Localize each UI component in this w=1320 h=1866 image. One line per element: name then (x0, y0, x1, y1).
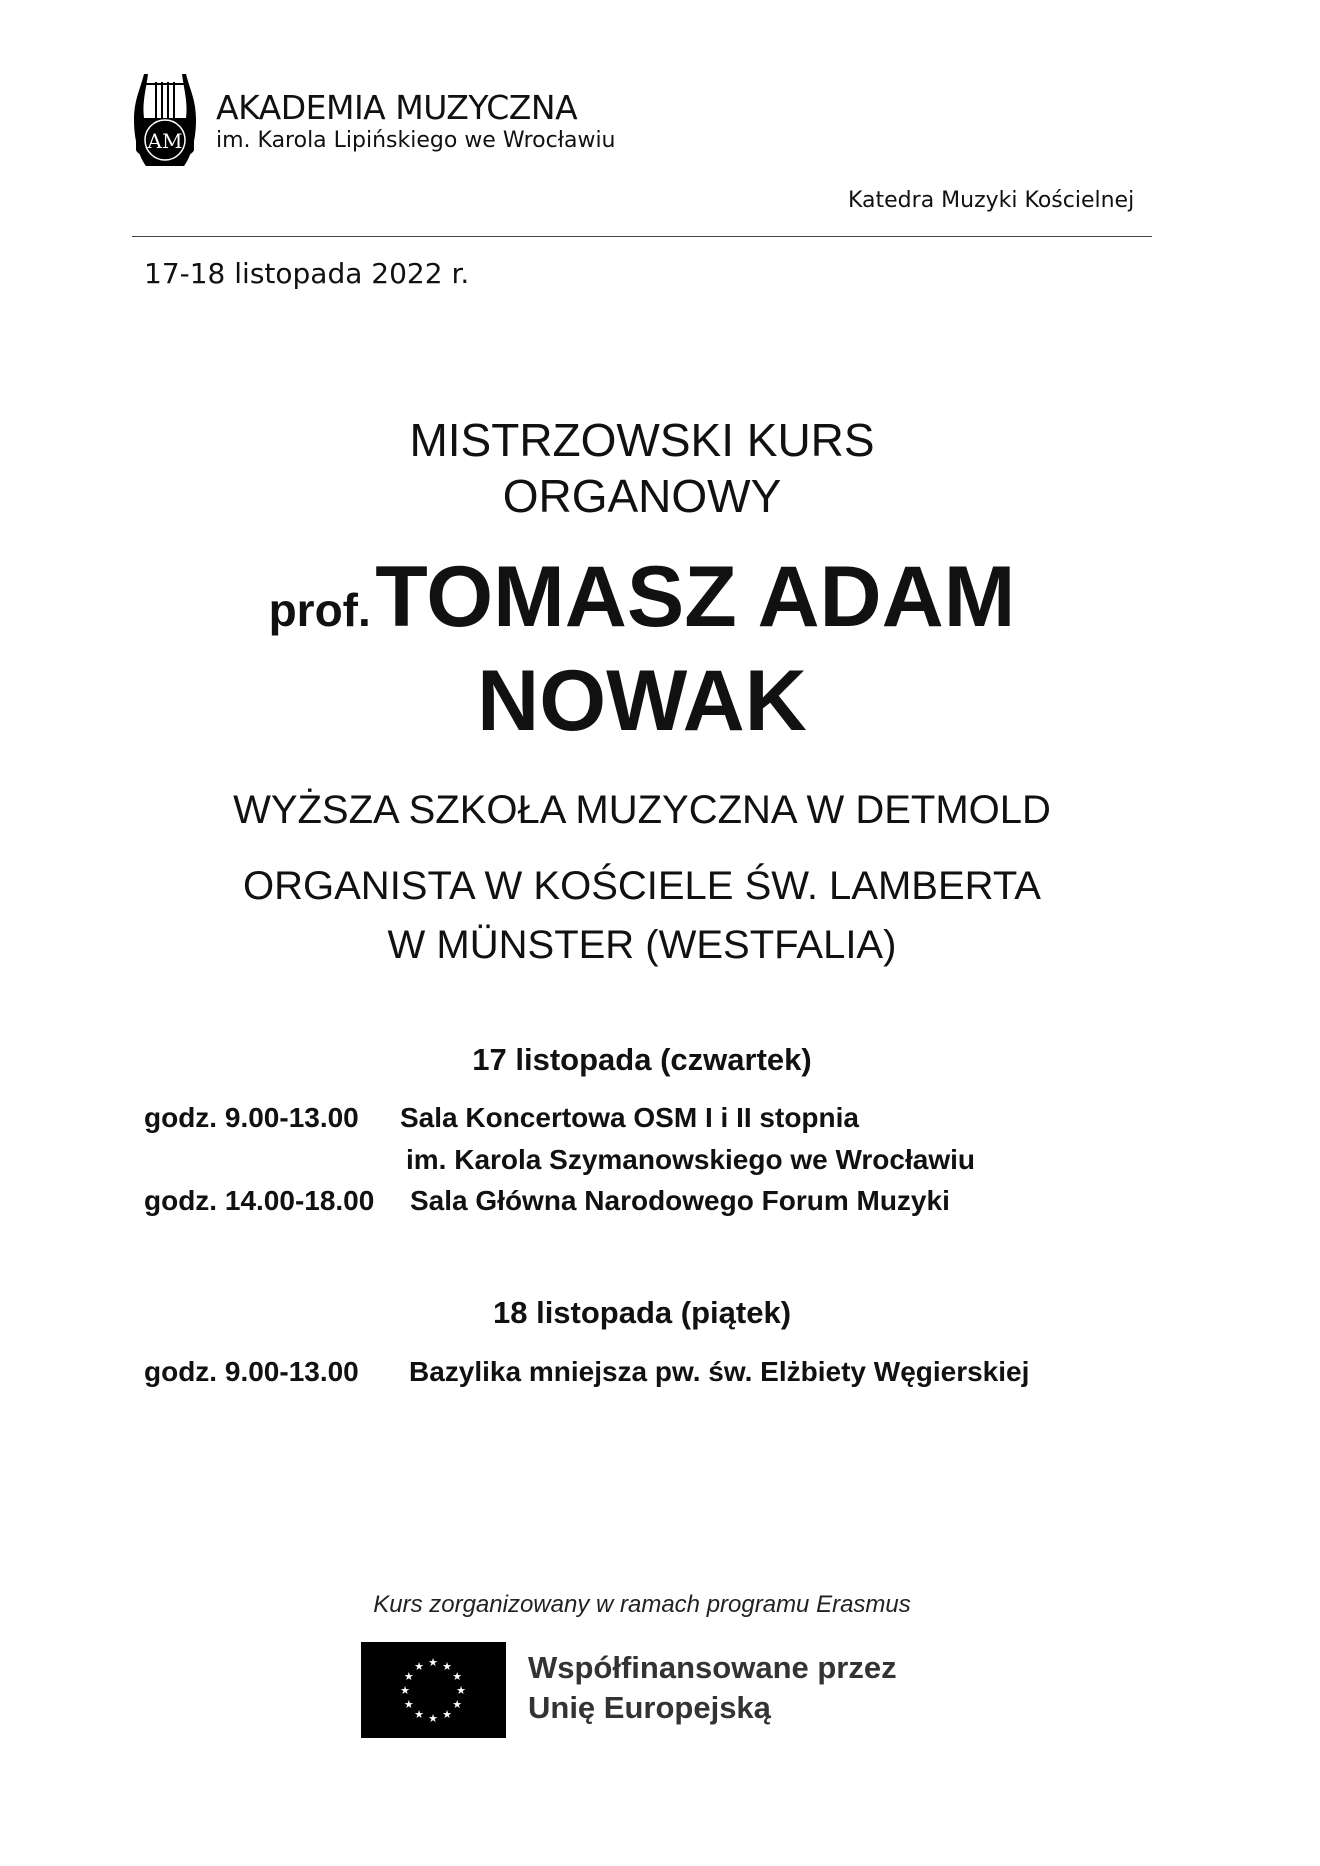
eu-star-icon: ★ (414, 1709, 424, 1722)
course-title-line1: MISTRZOWSKI KURS (409, 414, 875, 466)
lecturer-name: TOMASZ ADAM (375, 549, 1016, 645)
affiliation-school: WYŻSZA SZKOŁA MUZYCZNA W DETMOLD (233, 788, 1051, 832)
affiliation-church-line1: ORGANISTA W KOŚCIELE ŚW. LAMBERTA (243, 864, 1041, 908)
institution-name: AKADEMIA MUZYCZNA (216, 88, 578, 127)
event-date: 17-18 listopada 2022 r. (144, 257, 470, 290)
day-heading-2: 18 listopada (piątek) (492, 1295, 792, 1330)
institution-subtitle: im. Karola Lipińskiego we Wrocławiu (216, 128, 616, 153)
eu-star-icon: ★ (428, 1713, 438, 1725)
lyre-icon (130, 70, 200, 170)
day-heading-1: 17 listopada (czwartek) (472, 1042, 812, 1077)
course-title-line2: ORGANOWY (502, 470, 782, 522)
cofinanced-line2: Unię Europejską (528, 1690, 771, 1725)
lecturer-name-line2: NOWAK (477, 653, 807, 749)
place-3: Bazylika mniejsza pw. św. Elżbiety Węgierskiej (409, 1356, 1030, 1387)
eu-star-icon: ★ (414, 1660, 424, 1673)
time-1: godz. 9.00-13.00 (144, 1102, 359, 1133)
eu-flag-icon (361, 1642, 506, 1738)
eu-star-icon: ★ (403, 1699, 414, 1711)
cofinanced-line1: Współfinansowane przez (528, 1650, 897, 1685)
time-3: godz. 9.00-13.00 (144, 1356, 359, 1387)
header-divider (132, 236, 1152, 237)
eu-star-icon: ★ (456, 1685, 466, 1697)
place-2: Sala Główna Narodowego Forum Muzyki (410, 1185, 950, 1216)
place-1-line2: im. Karola Szymanowskiego we Wrocławiu (406, 1144, 975, 1175)
time-2: godz. 14.00-18.00 (144, 1185, 375, 1216)
svg-text:AM: AM (147, 129, 183, 153)
eu-star-icon: ★ (442, 1660, 452, 1673)
department: Katedra Muzyki Kościelnej (848, 188, 1135, 213)
eu-star-icon: ★ (428, 1657, 438, 1669)
eu-star-icon: ★ (400, 1685, 410, 1697)
eu-star-icon: ★ (442, 1709, 452, 1722)
affiliation-church-line2: W MÜNSTER (WESTFALIA) (387, 923, 897, 967)
eu-star-icon: ★ (403, 1671, 414, 1683)
erasmus-note: Kurs zorganizowany w ramach programu Erasmus (373, 1591, 911, 1618)
lecturer-prefix: prof. (268, 584, 371, 636)
eu-star-icon: ★ (452, 1699, 463, 1711)
eu-star-icon: ★ (452, 1671, 463, 1683)
place-1: Sala Koncertowa OSM I i II stopnia (400, 1102, 859, 1133)
lecturer-name-line1 (132, 548, 1152, 647)
